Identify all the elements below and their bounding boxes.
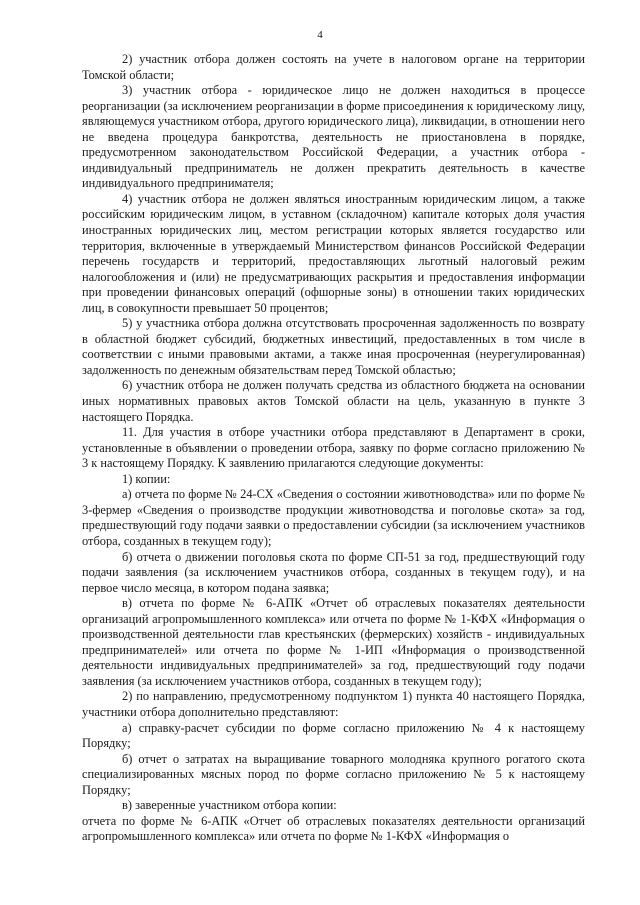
paragraph: а) отчета по форме № 24-СХ «Сведения о состоянии животноводства» или по форме № 3-фермер «Сведения о производстве продукции животноводства и поголовье скота» за год, предшествующий году подачи заявки о предоставлении субсидии (за исключением участников отбора, созданных в текущем году); [82,487,585,548]
paragraph: в) отчета по форме № 6-АПК «Отчет об отраслевых показателях деятельности организаций агропромышленного комплекса» или отчета по форме № 1-КФХ «Информация о производственной деятельности глав крестьянских (фермерских) хозяйств - индивидуальных предпринимателей» или отчета по форме № 1-ИП «Информация о производственной деятельности индивидуальных предпринимателей» за год, предшествующий году подачи заявления (за исключением участников отбора, созданных в текущем году); [82,596,585,688]
paragraph: 1) копии: [122,471,171,486]
page-number: 4 [317,29,323,41]
paragraph: 2) по направлению, предусмотренному подпунктом 1) пункта 40 настоящего Порядка, участники отбора дополнительно представляют: [82,689,585,719]
paragraph: 3) участник отбора - юридическое лицо не должен находиться в процессе реорганизации (за исключением реорганизации в форме присоединения к юридическому лицу, являющемуся участником отбора, другого юридического лица), ликвидации, в отношении него не введена процедура банкротства, деятельность не приостановлена в порядке, предусмотренном законодательством Российской Федерации, а участник отбора - индивидуальный предприниматель не должен прекратить деятельность в качестве индивидуального предпринимателя; [82,83,585,191]
paragraph: б) отчета о движении поголовья скота по форме СП-51 за год, предшествующий году подачи заявления (за исключением участников отбора, созданных в текущем году), и на первое число месяца, в котором подана заявка; [82,549,585,595]
paragraph: а) справку-расчет субсидии по форме согласно приложению № 4 к настоящему Порядку; [82,720,585,751]
paragraph: б) отчет о затратах на выращивание товарного молодняка крупного рогатого скота специализированных мясных пород по форме согласно приложению № 5 к настоящему Порядку; [82,751,585,797]
paragraph: отчета по форме № 6-АПК «Отчет об отраслевых показателях деятельности организаций агропромышленного комплекса» или отчета по форме № 1-КФХ «Информация о [82,813,585,844]
paragraph: в) заверенные участником отбора копии: [122,798,337,813]
paragraph: 2) участник отбора должен состоять на учете в налоговом органе на территории Томской области; [82,52,585,82]
document-body [82,52,585,845]
paragraph: 6) участник отбора не должен получать средства из областного бюджета на основании иных нормативных правовых актов Томской области на цель, указанную в пункте 3 настоящего Порядка. [82,378,585,424]
paragraph: 5) у участника отбора должна отсутствовать просроченная задолженность по возврату в областной бюджет субсидий, бюджетных инвестиций, предоставленных в том числе в соответствии с иными правовыми актами, а также иная просроченная (неурегулированная) задолженность по денежным обязательствам перед Томской областью; [82,316,585,377]
paragraph: 4) участник отбора не должен являться иностранным юридическим лицом, а также российским юридическим лицом, в уставном (складочном) капитале которых доля участия иностранных юридических лиц, местом регистрации которых является государство или территория, включенные в утверждаемый Министерством финансов Российской Федерации перечень государств и территорий, предоставляющих льготный налоговый режим налогообложения и (или) не предусматривающих раскрытия и предоставления информации при проведении финансовых операций (офшорные зоны) в отношении таких юридических лиц, в совокупности превышает 50 процентов; [82,191,585,315]
paragraph: 11. Для участия в отборе участники отбора представляют в Департамент в сроки, установленные в объявлении о проведении отбора, заявку по форме согласно приложению № 3 к настоящему Порядку. К заявлению прилагаются следующие документы: [82,425,585,471]
